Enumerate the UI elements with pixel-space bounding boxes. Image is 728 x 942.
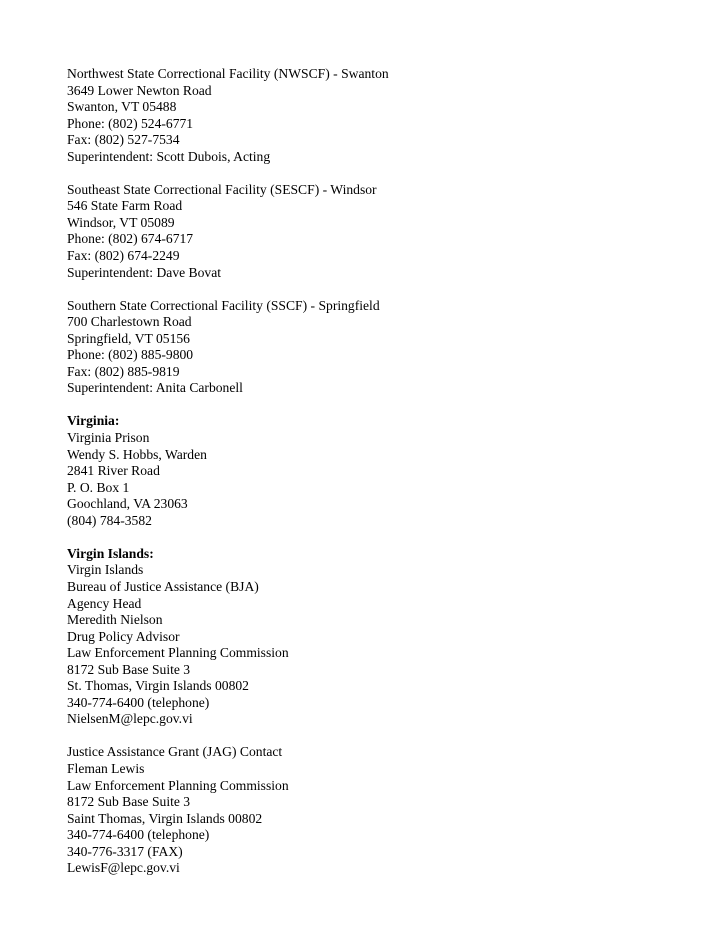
facility-address: 3649 Lower Newton Road: [67, 82, 212, 98]
contact-phone: 340-774-6400 (telephone): [67, 827, 210, 843]
contact-name: Meredith Nielson: [67, 612, 163, 628]
state-section-virginia: [67, 413, 687, 529]
facility-entry-sscf: [67, 298, 687, 397]
contact-title: Drug Policy Advisor: [67, 628, 180, 644]
contact-address: 8172 Sub Base Suite 3: [67, 661, 191, 677]
contact-name: Fleman Lewis: [67, 760, 145, 776]
facility-po-box: P. O. Box 1: [67, 479, 130, 495]
document-page: [67, 66, 687, 893]
contact-phone: 340-774-6400 (telephone): [67, 694, 210, 710]
facility-name: Southeast State Correctional Facility (SESCF) - Windsor: [67, 181, 377, 197]
jag-contact-section: [67, 744, 687, 876]
facility-fax: Fax: (802) 674-2249: [67, 248, 180, 264]
facility-name: Virginia Prison: [67, 430, 150, 446]
facility-city: Springfield, VT 05156: [67, 330, 190, 346]
contact-city: Saint Thomas, Virgin Islands 00802: [67, 810, 263, 826]
bureau-name: Bureau of Justice Assistance (BJA): [67, 578, 259, 594]
state-heading: Virgin Islands:: [67, 545, 154, 561]
contact-email: NielsenM@lepc.gov.vi: [67, 711, 193, 727]
facility-name: Southern State Correctional Facility (SSCF) - Springfield: [67, 297, 380, 313]
territory-name: Virgin Islands: [67, 562, 144, 578]
facility-phone: (804) 784-3582: [67, 512, 152, 528]
contact-address: 8172 Sub Base Suite 3: [67, 794, 191, 810]
facility-name: Northwest State Correctional Facility (NWSCF) - Swanton: [67, 66, 389, 81]
commission-name: Law Enforcement Planning Commission: [67, 645, 289, 661]
commission-name: Law Enforcement Planning Commission: [67, 777, 289, 793]
state-heading: Virginia:: [67, 413, 120, 429]
facility-fax: Fax: (802) 885-9819: [67, 363, 180, 379]
contact-email: LewisF@lepc.gov.vi: [67, 860, 180, 876]
facility-superintendent: Superintendent: Dave Bovat: [67, 264, 222, 280]
facility-entry-nwscf: [67, 66, 687, 165]
contact-fax: 340-776-3317 (FAX): [67, 843, 183, 859]
facility-address: 2841 River Road: [67, 463, 160, 479]
facility-city: Windsor, VT 05089: [67, 214, 175, 230]
contact-role: Agency Head: [67, 595, 142, 611]
facility-phone: Phone: (802) 674-6717: [67, 231, 194, 247]
facility-superintendent: Superintendent: Anita Carbonell: [67, 380, 243, 396]
facility-superintendent: Superintendent: Scott Dubois, Acting: [67, 148, 271, 164]
facility-phone: Phone: (802) 885-9800: [67, 347, 194, 363]
facility-entry-sescf: [67, 182, 687, 281]
warden-name: Wendy S. Hobbs, Warden: [67, 446, 207, 462]
section-heading: Justice Assistance Grant (JAG) Contact: [67, 744, 283, 760]
contact-city: St. Thomas, Virgin Islands 00802: [67, 678, 249, 694]
state-section-virgin-islands: [67, 546, 687, 728]
facility-address: 546 State Farm Road: [67, 198, 183, 214]
facility-phone: Phone: (802) 524-6771: [67, 115, 194, 131]
facility-address: 700 Charlestown Road: [67, 314, 192, 330]
facility-fax: Fax: (802) 527-7534: [67, 132, 180, 148]
facility-city: Goochland, VA 23063: [67, 496, 188, 512]
facility-city: Swanton, VT 05488: [67, 99, 177, 115]
